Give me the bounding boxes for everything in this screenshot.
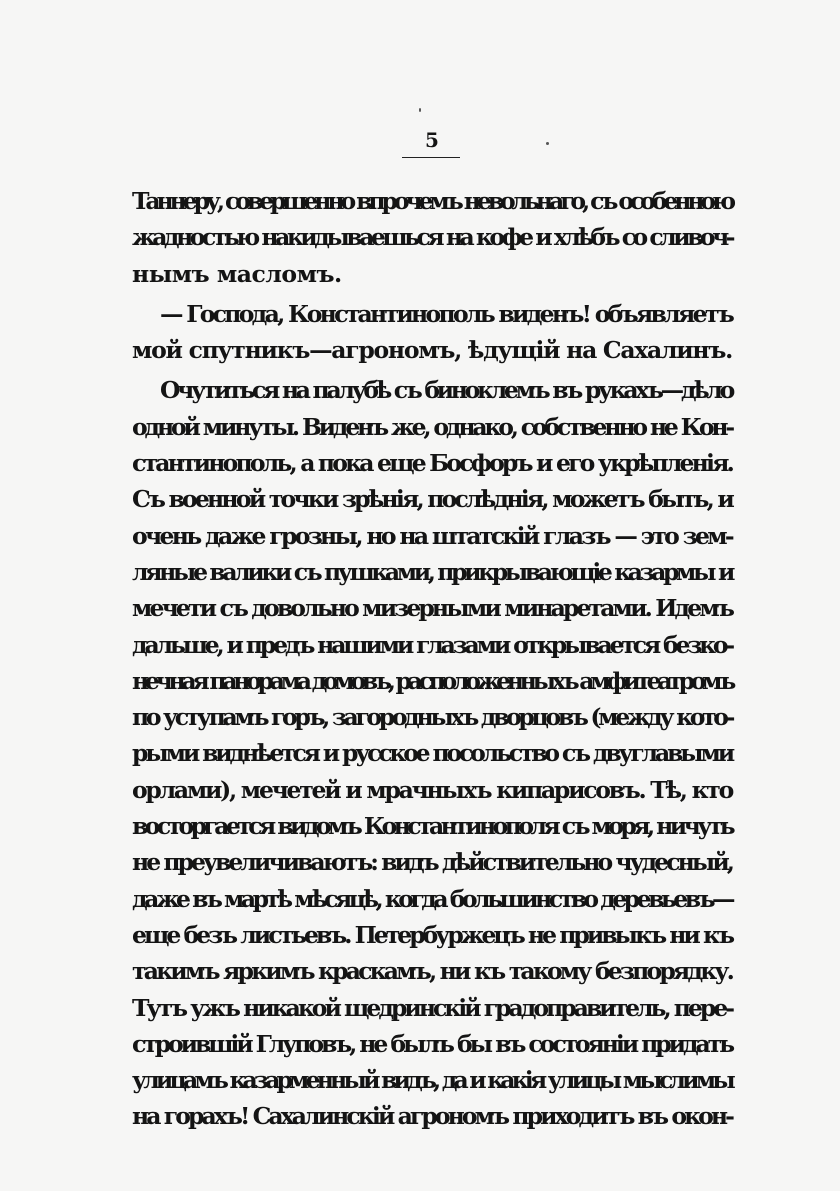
text-line: нымъ масломъ. xyxy=(132,259,342,288)
text-line: очень даже грозны, но на штатскій глазъ — это зем- xyxy=(132,521,732,550)
page-number-rule xyxy=(402,157,460,158)
text-line: на горахъ! Сахалинскій агрономъ приходитъ въ окон- xyxy=(132,1102,732,1131)
text-line: жадностью накидываешься на кофе и хлѣбъ со сливоч- xyxy=(132,223,732,252)
text-line: Очутиться на палубѣ съ биноклемъ въ рукахъ—дѣло xyxy=(160,376,732,405)
text-line: такимъ яркимъ краскамъ, ни къ такому безпорядку. xyxy=(132,957,732,986)
text-line: мой спутникъ—агрономъ, ѣдущій на Сахалинъ. xyxy=(132,336,732,365)
text-line: еще безъ листьевъ. Петербуржецъ не привыкъ ни къ xyxy=(132,920,732,949)
text-line: стантинополь, а пока еще Босфоръ и его укрѣпленія. xyxy=(132,449,732,478)
body-text xyxy=(132,183,732,1135)
text-line: восторгается видомъ Константинополя съ моря, ничуть xyxy=(132,812,733,841)
text-line: — Господа, Константинополь виденъ! объявляетъ xyxy=(160,299,732,328)
text-line: дальше, и предъ нашими глазами открывается безко- xyxy=(132,630,732,659)
text-line: рыми виднѣется и русское посольство съ двуглавыми xyxy=(132,739,732,768)
text-line: даже въ мартѣ мѣсяцѣ, когда большинство деревьевъ— xyxy=(132,884,732,913)
text-line: Тутъ ужъ никакой щедринскій градоправитель, пере- xyxy=(132,993,732,1022)
page-number: 5 xyxy=(425,128,439,152)
text-line: орлами), мечетей и мрачныхъ кипарисовъ. Тѣ, кто xyxy=(132,775,732,804)
text-line: ляные валики съ пушками, прикрывающіе казармы и xyxy=(132,557,732,586)
text-line: одной минуты. Виденъ же, однако, собственно не Кон- xyxy=(132,412,732,441)
text-line: улицамъ казарменный видъ, да и какія улицы мыслимы xyxy=(132,1066,732,1095)
print-speck xyxy=(419,108,421,112)
text-line: по уступамъ горъ, загородныхъ дворцовъ (между кото- xyxy=(132,703,732,732)
text-line: нечная панорама домовъ, расположенныхъ амфитеатромъ xyxy=(132,666,732,695)
text-line: строившій Глуповъ, не былъ бы въ состояніи придать xyxy=(132,1029,732,1058)
text-line: мечети съ довольно мизерными минаретами. Идемъ xyxy=(132,594,732,623)
text-line: не преувеличиваютъ: видъ дѣйствительно чудесный, xyxy=(132,848,732,877)
text-line: Таннеру, совершенно впрочемъ невольнаго, съ особенною xyxy=(132,187,732,215)
print-speck xyxy=(546,142,549,145)
text-line: Съ военной точки зрѣнія, послѣднія, можетъ быть, и xyxy=(132,485,732,514)
